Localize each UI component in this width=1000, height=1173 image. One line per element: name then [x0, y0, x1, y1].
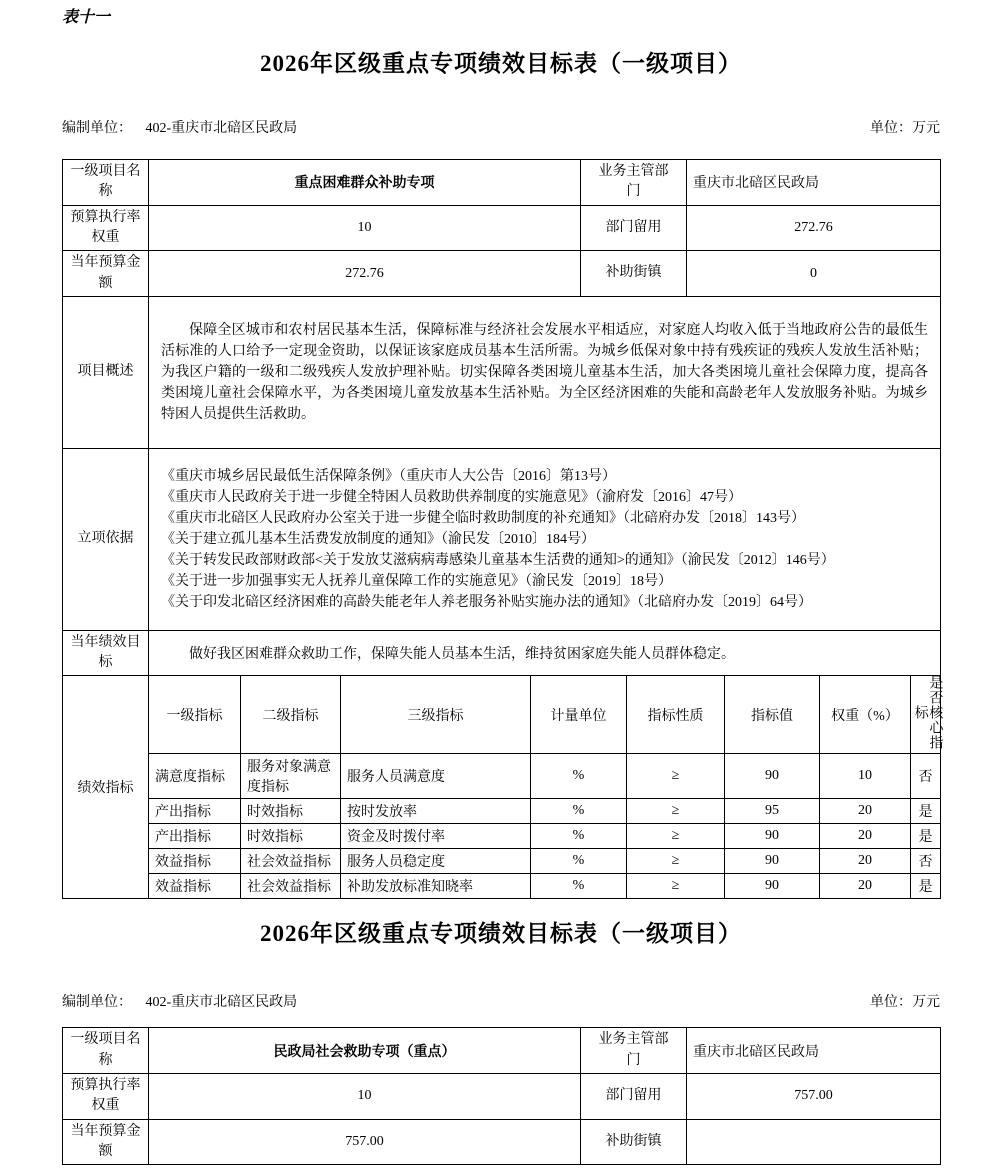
indicator-cell: % — [531, 799, 627, 824]
table-index-label: 表十一 — [62, 9, 111, 26]
indicators-section-label: 绩效指标 — [63, 676, 149, 899]
indicator-cell: 20 — [820, 874, 911, 899]
field-label: 一级项目名称 — [63, 160, 149, 206]
indicator-cell: 产出指标 — [149, 824, 241, 849]
indicator-cell: 90 — [725, 849, 820, 874]
field-label: 部门留用 — [581, 205, 687, 251]
indicator-cell: 95 — [725, 799, 820, 824]
meta-row — [62, 117, 940, 137]
field-value: 272.76 — [687, 205, 941, 251]
project-name-value: 重点困难群众补助专项 — [149, 160, 581, 206]
prepared-by-label: 编制单位： — [62, 995, 132, 1011]
field-label: 业务主管部门 — [581, 160, 687, 206]
annual-goal-label: 当年绩效目标 — [63, 630, 149, 676]
indicator-row — [63, 874, 941, 899]
field-value: 272.76 — [149, 251, 581, 297]
indicator-cell: ≥ — [627, 824, 725, 849]
field-value: 757.00 — [149, 1119, 581, 1165]
table-row — [63, 1119, 941, 1165]
project-name-value: 民政局社会救助专项（重点） — [149, 1028, 581, 1074]
indicator-cell: 补助发放标准知晓率 — [341, 874, 531, 899]
table-row — [63, 1073, 941, 1119]
field-value — [687, 1119, 941, 1165]
field-value: 重庆市北碚区民政局 — [687, 160, 941, 206]
field-label: 补助街镇 — [581, 1119, 687, 1165]
prepared-by-label: 编制单位： — [62, 121, 132, 137]
indicator-cell: 服务人员满意度 — [341, 754, 531, 799]
table-row — [63, 630, 941, 676]
table-row — [63, 160, 941, 206]
unit-label: 单位：万元 — [870, 995, 940, 1011]
indicator-cell: 服务对象满意度指标 — [241, 754, 341, 799]
field-value: 10 — [149, 205, 581, 251]
indicator-cell: 90 — [725, 754, 820, 799]
core-indicator-header-text: 是否核心指标 — [912, 674, 943, 750]
indicator-cell: 社会效益指标 — [241, 849, 341, 874]
indicator-cell: 产出指标 — [149, 799, 241, 824]
project-info-table — [62, 159, 941, 676]
field-value: 757.00 — [687, 1073, 941, 1119]
indicator-cell: 20 — [820, 799, 911, 824]
indicator-cell: 社会效益指标 — [241, 874, 341, 899]
field-value: 0 — [687, 251, 941, 297]
indicator-cell: 否 — [911, 849, 941, 874]
indicator-row — [63, 849, 941, 874]
table-row — [63, 448, 941, 630]
prepared-by-value: 402-重庆市北碚区民政局 — [145, 995, 298, 1011]
indicator-cell: % — [531, 824, 627, 849]
indicator-cell: 满意度指标 — [149, 754, 241, 799]
field-label: 预算执行率权重 — [63, 205, 149, 251]
indicator-header-cell-core — [911, 676, 941, 754]
indicator-row — [63, 799, 941, 824]
basis-line: 《重庆市人民政府关于进一步健全特困人员救助供养制度的实施意见》（渝府发〔2016〕47号） — [161, 489, 742, 505]
indicator-cell: 资金及时拨付率 — [341, 824, 531, 849]
indicator-cell: ≥ — [627, 849, 725, 874]
indicator-cell: 是 — [911, 799, 941, 824]
performance-table-section-1 — [62, 49, 943, 899]
indicator-cell: 是 — [911, 874, 941, 899]
basis-line: 《关于建立孤儿基本生活费发放制度的通知》（渝民发〔2010〕184号） — [161, 531, 595, 547]
indicator-cell: ≥ — [627, 874, 725, 899]
field-label: 一级项目名称 — [63, 1028, 149, 1074]
indicator-cell: 90 — [725, 824, 820, 849]
indicator-cell: % — [531, 849, 627, 874]
indicator-cell: % — [531, 874, 627, 899]
report-title: 2026年区级重点专项绩效目标表（一级项目） — [260, 921, 742, 947]
indicators-table — [62, 675, 941, 899]
basis-line: 《重庆市城乡居民最低生活保障条例》（重庆市人大公告〔2016〕第13号） — [161, 468, 616, 484]
field-label: 补助街镇 — [581, 251, 687, 297]
indicator-header-cell: 指标性质 — [627, 676, 725, 754]
indicator-cell: 是 — [911, 824, 941, 849]
table-row — [63, 205, 941, 251]
indicator-header-cell: 二级指标 — [241, 676, 341, 754]
indicator-cell: 效益指标 — [149, 849, 241, 874]
indicator-cell: 10 — [820, 754, 911, 799]
table-row — [63, 296, 941, 448]
unit-label: 单位：万元 — [870, 121, 940, 137]
indicator-cell: 20 — [820, 849, 911, 874]
field-label: 业务主管部门 — [581, 1028, 687, 1074]
indicator-header-cell: 计量单位 — [531, 676, 627, 754]
indicator-cell: 否 — [911, 754, 941, 799]
annual-goal-text: 做好我区困难群众救助工作，保障失能人员基本生活，维持贫困家庭失能人员群体稳定。 — [149, 630, 941, 676]
indicator-cell: 按时发放率 — [341, 799, 531, 824]
field-value: 10 — [149, 1073, 581, 1119]
indicator-cell: 时效指标 — [241, 799, 341, 824]
meta-row — [62, 991, 940, 1011]
basis-label: 立项依据 — [63, 448, 149, 630]
basis-text — [149, 448, 941, 630]
table-row — [63, 1028, 941, 1074]
indicator-cell: ≥ — [627, 754, 725, 799]
indicator-header-cell: 一级指标 — [149, 676, 241, 754]
indicator-cell: % — [531, 754, 627, 799]
indicators-header-row — [63, 676, 941, 754]
project-overview-label: 项目概述 — [63, 296, 149, 448]
prepared-by-value: 402-重庆市北碚区民政局 — [145, 121, 298, 137]
indicator-cell: 服务人员稳定度 — [341, 849, 531, 874]
field-label: 当年预算金额 — [63, 251, 149, 297]
table-row — [63, 251, 941, 297]
indicator-cell: 20 — [820, 824, 911, 849]
indicator-row — [63, 824, 941, 849]
basis-line: 《关于转发民政部财政部<关于发放艾滋病病毒感染儿童基本生活费的通知>的通知》（渝民发〔2012〕146号） — [161, 552, 835, 568]
project-overview-text: 保障全区城市和农村居民基本生活，保障标准与经济社会发展水平相适应，对家庭人均收入低于当地政府公告的最低生活标准的人口给予一定现金资助，以保证该家庭成员基本生活所需。为城乡低保对象中持有残疾证的残疾人发放生活补贴；为我区户籍的一级和二级残疾人发放护理补贴。切实保障各类困境儿童基本生活，加大各类困境儿童社会保障力度，提高各类困境儿童社会保障水平，为各类困境儿童发放基本生活补贴。为全区经济困难的失能和高龄老年人发放服务补贴。为城乡特困人员提供生活救助。 — [149, 296, 941, 448]
performance-table-section-2 — [62, 919, 940, 1165]
indicator-cell: 时效指标 — [241, 824, 341, 849]
indicator-header-cell: 三级指标 — [341, 676, 531, 754]
indicator-cell: 效益指标 — [149, 874, 241, 899]
indicator-header-cell: 指标值 — [725, 676, 820, 754]
indicator-cell: 90 — [725, 874, 820, 899]
project-info-table — [62, 1027, 941, 1165]
basis-line: 《关于进一步加强事实无人抚养儿童保障工作的实施意见》（渝民发〔2019〕18号） — [161, 573, 672, 589]
report-title: 2026年区级重点专项绩效目标表（一级项目） — [260, 51, 742, 77]
indicator-row — [63, 754, 941, 799]
indicator-cell: ≥ — [627, 799, 725, 824]
indicator-header-cell: 权重（%） — [820, 676, 911, 754]
basis-line: 《关于印发北碚区经济困难的高龄失能老年人养老服务补贴实施办法的通知》（北碚府办发〔2019〕64号） — [161, 594, 812, 610]
field-label: 部门留用 — [581, 1073, 687, 1119]
field-label: 预算执行率权重 — [63, 1073, 149, 1119]
field-label: 当年预算金额 — [63, 1119, 149, 1165]
field-value: 重庆市北碚区民政局 — [687, 1028, 941, 1074]
basis-line: 《重庆市北碚区人民政府办公室关于进一步健全临时救助制度的补充通知》（北碚府办发〔2018〕143号） — [161, 510, 805, 526]
